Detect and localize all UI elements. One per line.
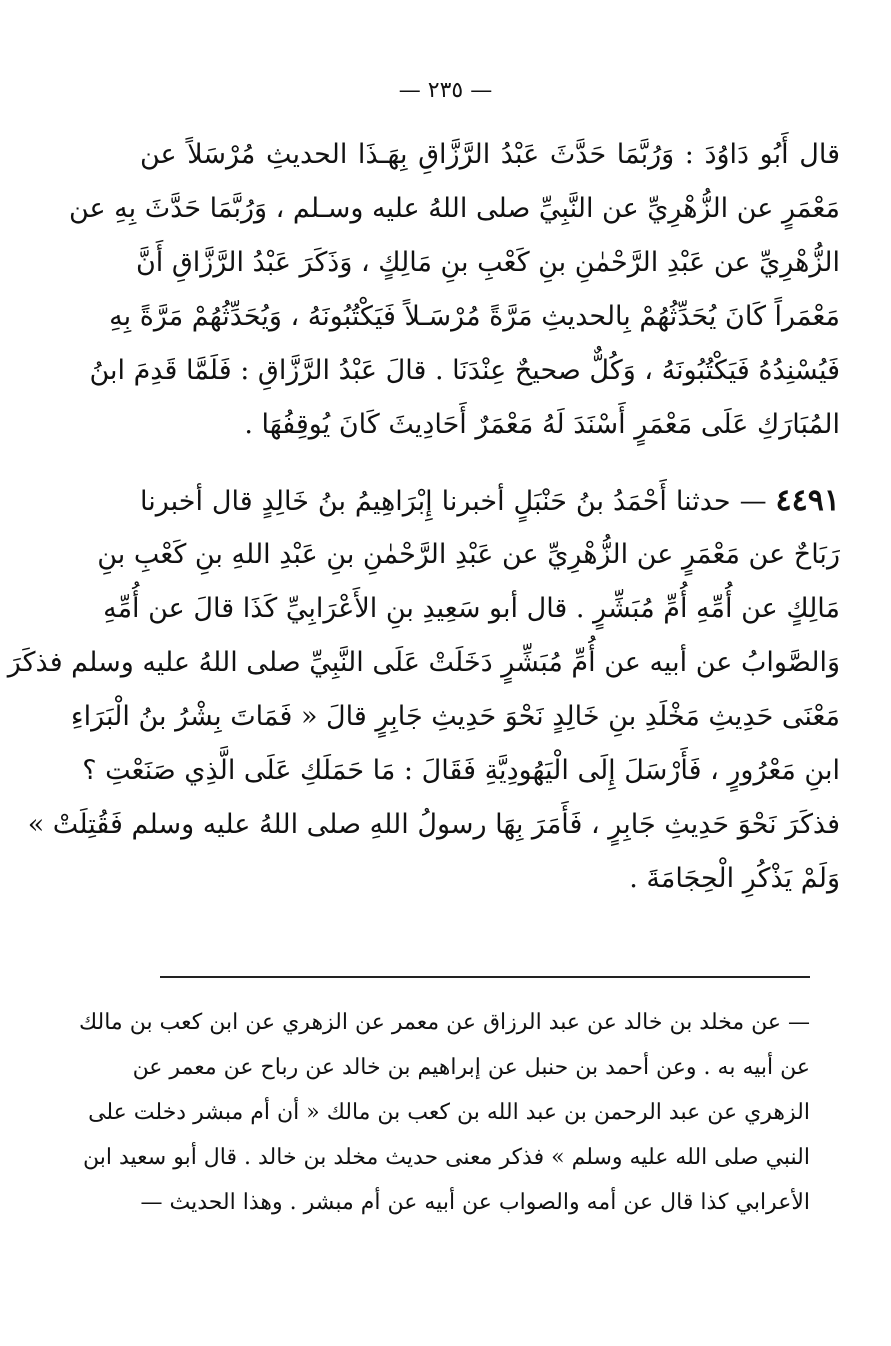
text-line: مَعْنَى حَدِيثِ مَخْلَدِ بنِ خَالِدٍ نَحْوَ حَدِيثِ جَابِرٍ قالَ « فَمَاتَ بِشْرُ بنُ الْبَرَاءِ — [70, 701, 840, 732]
text-line: ابنِ مَعْرُورٍ ، فَأَرْسَلَ إِلَى الْيَهُودِيَّةِ فَقَالَ : مَا حَمَلَكِ عَلَى الَّذِي صَنَعْتِ ؟ — [82, 755, 840, 786]
text-line: مَعْمَراً كَانَ يُحَدِّثُهُمْ بِالحديثِ مَرَّةً مُرْسَـلاً فَيَكْتُبُونَهُ ، وَيُحَدِّثُهُمْ مَرَّةً بِهِ — [109, 301, 840, 332]
text-line: رَبَاحٌ عن مَعْمَرٍ عن الزُّهْرِيِّ عن عَبْدِ الرَّحْمٰنِ بنِ عَبْدِ اللهِ بنِ كَعْبِ بنِ — [97, 539, 840, 570]
paragraph-commentary — [68, 128, 840, 452]
page-number: — ٢٣٥ — — [398, 78, 493, 103]
paragraph-hadith — [7, 474, 840, 906]
main-text — [7, 128, 840, 906]
footnote-line: عن أبيه به . وعن أحمد بن حنبل عن إبراهيم بن خالد عن رباح عن معمر عن — [132, 1055, 810, 1080]
hadith-number: ٤٤٩١ — [775, 483, 840, 518]
text-line: فَيُسْنِدُهُ فَيَكْتُبُونَهُ ، وَكُلٌّ صحيحٌ عِنْدَنَا . قالَ عَبْدُ الرَّزَّاقِ : فَلَمَّا قَدِمَ ابنُ — [89, 355, 840, 386]
footnote-line: — عن مخلد بن خالد عن عبد الرزاق عن معمر عن الزهري عن ابن كعب بن مالك — [78, 1010, 810, 1035]
footnote-line: النبي صلى الله عليه وسلم » فذكر معنى حديث مخلد بن خالد . قال أبو سعيد ابن — [83, 1145, 810, 1170]
text-line: وَلَمْ يَذْكُرِ الْحِجَامَةَ . — [629, 863, 840, 894]
footnotes — [78, 1000, 810, 1225]
text-line: مَالِكٍ عن أُمِّهِ أُمِّ مُبَشِّرٍ . قال أبو سَعِيدِ بنِ الأَعْرَابِيِّ كَذَا قالَ عن أُمِّهِ — [103, 593, 840, 624]
text-line: وَالصَّوابُ عن أبيه عن أُمِّ مُبَشِّرٍ دَخَلَتْ عَلَى النَّبِيِّ صلى اللهُ عليه وسلم فذكَرَ — [7, 647, 840, 678]
footnote-line: الأعرابي كذا قال عن أمه والصواب عن أبيه عن أم مبشر . وهذا الحديث — — [140, 1190, 810, 1215]
hadith-opening: — حدثنا أَحْمَدُ بنُ حَنْبَلٍ أخبرنا إِبْرَاهِيمُ بنُ خَالِدٍ قال أخبرنا — [140, 486, 767, 517]
text-line: الزُّهْرِيِّ عن عَبْدِ الرَّحْمٰنِ بنِ كَعْبِ بنِ مَالِكٍ ، وَذَكَرَ عَبْدُ الرَّزَّاقِ أَنَّ — [135, 247, 840, 278]
footnote-divider — [160, 976, 810, 978]
text-line: فذكَرَ نَحْوَ حَدِيثِ جَابِرٍ ، فَأَمَرَ بِهَا رسولُ اللهِ صلى اللهُ عليه وسلم فَقُتِلَتْ » — [27, 809, 840, 840]
text-line: المُبَارَكِ عَلَى مَعْمَرٍ أَسْنَدَ لَهُ مَعْمَرٌ أَحَادِيثَ كَانَ يُوقِفُهَا . — [244, 409, 840, 440]
text-line — [140, 474, 840, 528]
footnote-line: الزهري عن عبد الرحمن بن عبد الله بن كعب بن مالك « أن أم مبشر دخلت على — [88, 1100, 810, 1125]
text-line: قال أَبُو دَاوُدَ : وَرُبَّمَا حَدَّثَ عَبْدُ الرَّزَّاقِ بِهَـذَا الحديثِ مُرْسَلاً عن — [140, 139, 840, 170]
text-line: مَعْمَرٍ عن الزُّهْرِيِّ عن النَّبِيِّ صلى اللهُ عليه وسـلم ، وَرُبَّمَا حَدَّثَ بِهِ عن — [68, 193, 840, 224]
